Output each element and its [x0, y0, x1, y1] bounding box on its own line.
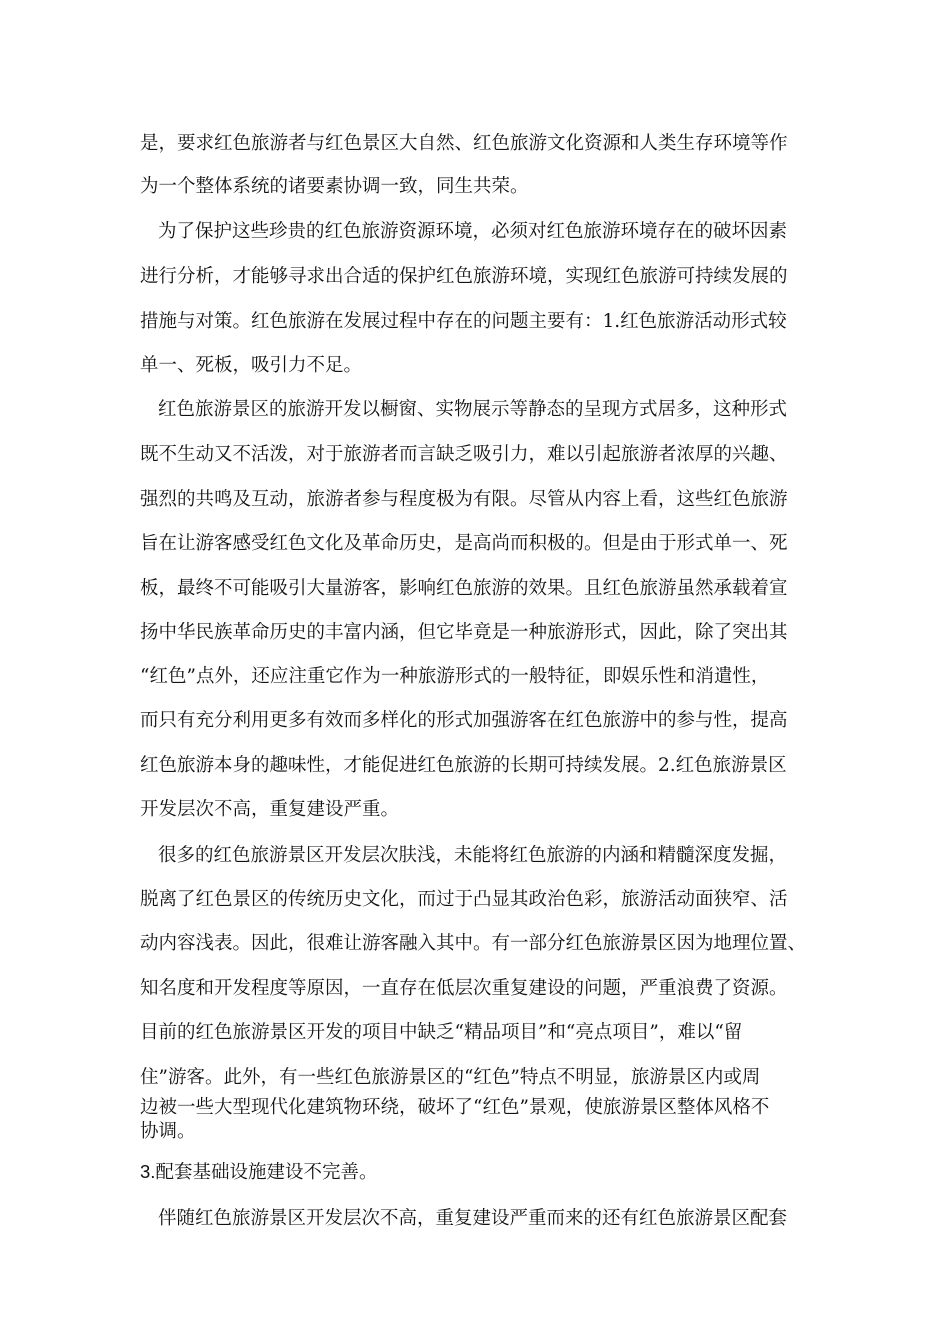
- text-line: “红色”点外，还应注重它作为一种旅游形式的一般特征，即娱乐性和消遣性，: [140, 666, 770, 687]
- text-line: 单一、死板，吸引力不足。: [140, 355, 363, 376]
- text-line: 旨在让游客感受红色文化及革命历史，是高尚而积极的。但是由于形式单一、死: [140, 533, 788, 554]
- text-line: 措施与对策。红色旅游在发展过程中存在的问题主要有：1.红色旅游活动形式较: [140, 311, 787, 332]
- text-line: 知名度和开发程度等原因，一直存在低层次重复建设的问题，严重浪费了资源。: [140, 978, 788, 999]
- list-item: [140, 1160, 377, 1185]
- text-line: 既不生动又不活泼，对于旅游者而言缺乏吸引力，难以引起旅游者浓厚的兴趣、: [140, 444, 788, 465]
- text-line: 扬中华民族革命历史的丰富内涵，但它毕竟是一种旅游形式，因此，除了突出其: [140, 622, 788, 643]
- text-line: 为了保护这些珍贵的红色旅游资源环境，必须对红色旅游环境存在的破坏因素: [158, 221, 788, 242]
- text-line: 住”游客。此外，有一些红色旅游景区的“红色”特点不明显，旅游景区内或周: [140, 1067, 761, 1088]
- text-line: 强烈的共鸣及互动，旅游者参与程度极为有限。尽管从内容上看，这些红色旅游: [140, 489, 788, 510]
- text-line: 脱离了红色景区的传统历史文化，而过于凸显其政治色彩，旅游活动面狭窄、活: [140, 889, 788, 910]
- list-number: 3.: [140, 1161, 156, 1182]
- text-line: 很多的红色旅游景区开发层次肤浅，未能将红色旅游的内涵和精髓深度发掘，: [158, 845, 788, 866]
- list-item-text: 配套基础设施建设不完善。: [155, 1162, 378, 1183]
- text-line: 为一个整体系统的诸要素协调一致，同生共荣。: [140, 176, 529, 197]
- text-line: 红色旅游景区的旅游开发以橱窗、实物展示等静态的呈现方式居多，这种形式: [158, 399, 788, 420]
- text-line: 开发层次不高，重复建设严重。: [140, 799, 400, 820]
- text-line: 红色旅游本身的趣味性，才能促进红色旅游的长期可持续发展。2.红色旅游景区: [140, 755, 787, 776]
- text-line: 协调。: [140, 1121, 196, 1142]
- text-line: 边被一些大型现代化建筑物环绕，破坏了“红色”景观，使旅游景区整体风格不: [140, 1097, 770, 1118]
- text-line: 动内容浅表。因此，很难让游客融入其中。有一部分红色旅游景区因为地理位置、: [140, 933, 807, 954]
- text-line: 是，要求红色旅游者与红色景区大自然、红色旅游文化资源和人类生存环境等作: [140, 133, 788, 154]
- text-line: 进行分析，才能够寻求出合适的保护红色旅游环境，实现红色旅游可持续发展的: [140, 266, 788, 287]
- text-line: 伴随红色旅游景区开发层次不高，重复建设严重而来的还有红色旅游景区配套: [158, 1208, 788, 1229]
- text-line: 目前的红色旅游景区开发的项目中缺乏“精品项目”和“亮点项目”，难以“留: [140, 1022, 743, 1043]
- text-line: 板，最终不可能吸引大量游客，影响红色旅游的效果。且红色旅游虽然承载着宣: [140, 578, 788, 599]
- text-line: 而只有充分利用更多有效而多样化的形式加强游客在红色旅游中的参与性，提高: [140, 710, 788, 731]
